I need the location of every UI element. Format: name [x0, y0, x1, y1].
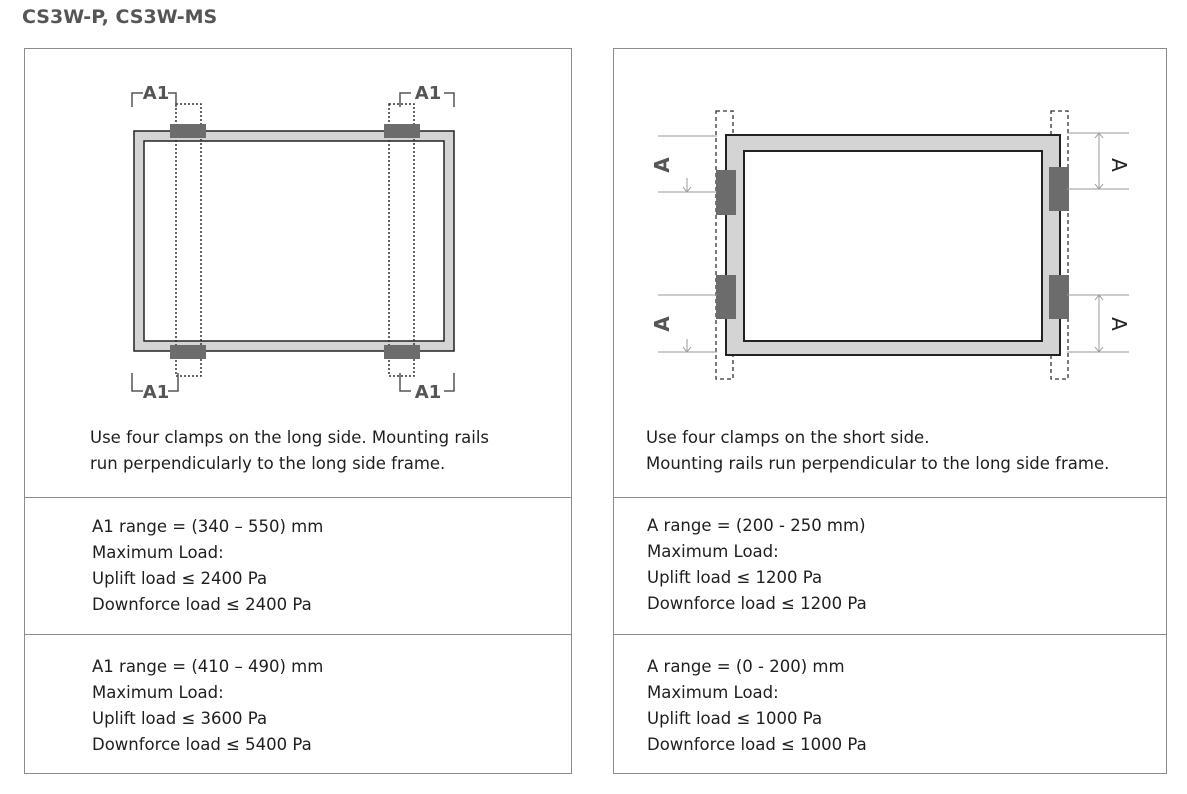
- short-side-clamping-panel: [613, 48, 1167, 774]
- spec-downforce: Downforce load ≤ 1000 Pa: [647, 735, 867, 754]
- spec-max-load: Maximum Load:: [92, 543, 224, 562]
- spec-range: A range = (0 - 200) mm: [647, 657, 845, 676]
- a1-label-top-left: A1: [142, 83, 170, 104]
- clamp-bottom-right: [384, 345, 420, 359]
- long-side-clamp-diagram: [25, 49, 573, 429]
- a1-label-bottom-right: A1: [414, 382, 442, 403]
- spec-uplift: Uplift load ≤ 1000 Pa: [647, 709, 823, 728]
- short-side-caption: [646, 425, 1109, 477]
- spec-downforce: Downforce load ≤ 1200 Pa: [647, 594, 867, 613]
- clamp-right-upper: [1049, 167, 1069, 211]
- spec-range: A1 range = (410 – 490) mm: [92, 657, 324, 676]
- a-label-right-upper: A: [1107, 158, 1131, 172]
- clamp-bottom-left: [170, 345, 206, 359]
- long-side-caption: [90, 425, 489, 477]
- long-side-clamping-panel: [24, 48, 572, 774]
- a1-label-top-right: A1: [414, 83, 442, 104]
- spec-max-load: Maximum Load:: [647, 683, 779, 702]
- caption-line: Mounting rails run perpendicular to the long side frame.: [646, 454, 1110, 473]
- a-label-right-lower: A: [1107, 317, 1131, 331]
- spec-range: A range = (200 - 250 mm): [647, 516, 866, 535]
- caption-line: Use four clamps on the short side.: [646, 428, 930, 447]
- caption-line: run perpendicularly to the long side frame.: [90, 454, 446, 473]
- clamp-right-lower: [1049, 275, 1069, 319]
- spec-max-load: Maximum Load:: [647, 542, 779, 561]
- a1-label-bottom-left: A1: [142, 382, 170, 403]
- row-divider: [25, 497, 571, 498]
- short-side-clamp-diagram: [614, 49, 1168, 429]
- row-divider: [614, 634, 1166, 635]
- clamp-top-left: [170, 124, 206, 138]
- module-glass: [144, 141, 444, 341]
- spec-max-load: Maximum Load:: [92, 683, 224, 702]
- a-label-left-upper: A: [650, 157, 674, 173]
- row-divider: [614, 497, 1166, 498]
- spec-block-2: [647, 654, 867, 758]
- spec-uplift: Uplift load ≤ 3600 Pa: [92, 709, 268, 728]
- spec-uplift: Uplift load ≤ 1200 Pa: [647, 568, 823, 587]
- clamp-left-upper: [716, 170, 736, 215]
- clamp-left-lower: [716, 275, 736, 319]
- row-divider: [25, 634, 571, 635]
- clamp-top-right: [384, 124, 420, 138]
- caption-line: Use four clamps on the long side. Mounting rails: [90, 428, 490, 447]
- spec-block-1: [647, 513, 867, 617]
- page-title: CS3W-P, CS3W-MS: [22, 6, 218, 28]
- spec-downforce: Downforce load ≤ 5400 Pa: [92, 735, 312, 754]
- module-glass: [744, 151, 1042, 341]
- a-label-left-lower: A: [650, 316, 674, 332]
- spec-block-2: [92, 654, 323, 758]
- spec-uplift: Uplift load ≤ 2400 Pa: [92, 569, 268, 588]
- spec-downforce: Downforce load ≤ 2400 Pa: [92, 595, 312, 614]
- spec-range: A1 range = (340 – 550) mm: [92, 517, 324, 536]
- spec-block-1: [92, 514, 323, 618]
